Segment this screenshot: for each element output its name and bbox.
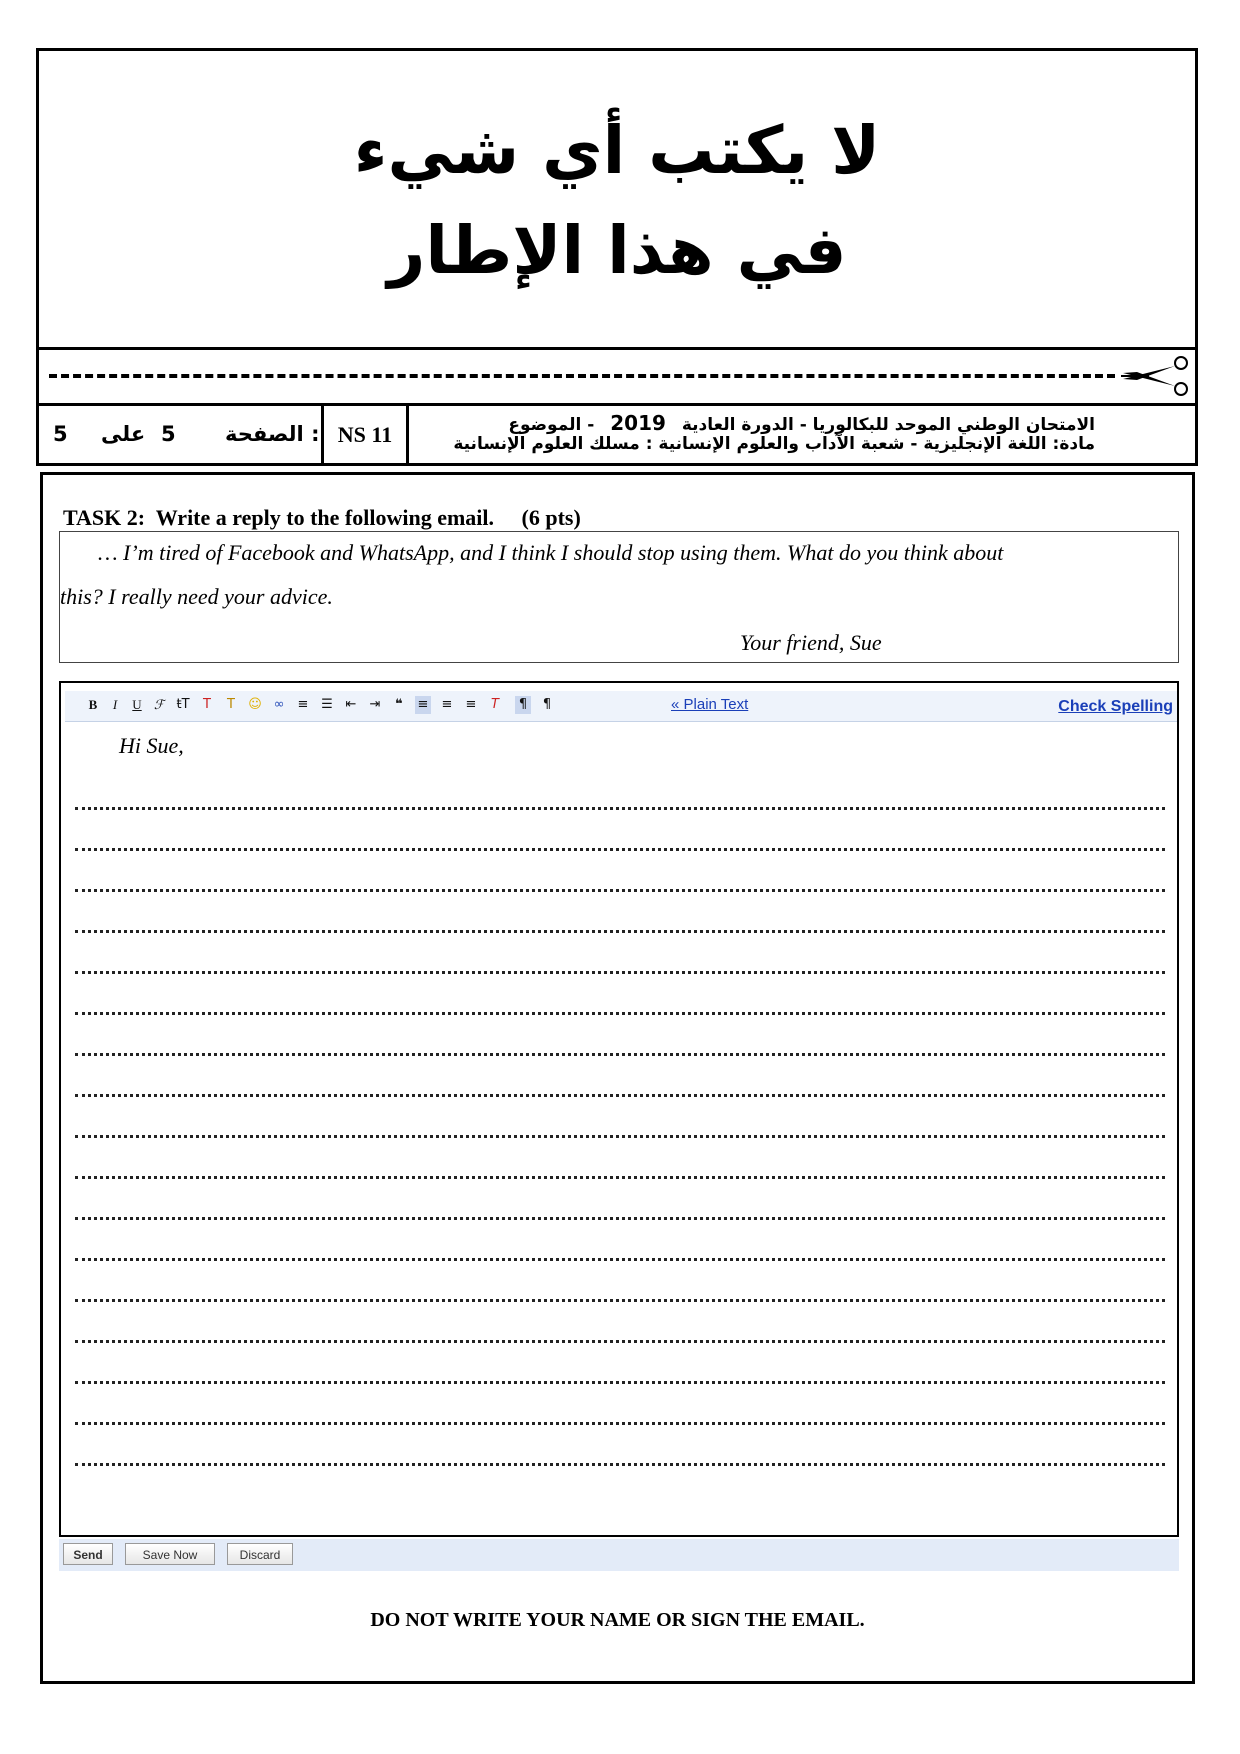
page-label: الصفحة : [225, 422, 320, 446]
align-right-icon[interactable]: ≡ [465, 697, 477, 712]
task-heading: TASK 2: Write a reply to the following email. (6 pts) [63, 505, 581, 530]
writing-line[interactable] [75, 1097, 1165, 1138]
do-not-write-line1: لا يكتب أي شيء [353, 112, 881, 189]
writing-line[interactable] [75, 933, 1165, 974]
align-center-icon[interactable]: ≡ [441, 697, 453, 712]
bold-icon[interactable]: B [88, 697, 98, 712]
writing-line[interactable] [75, 851, 1165, 892]
underline-icon[interactable]: U [132, 697, 142, 712]
prompt-line-1: … I’m tired of Facebook and WhatsApp, and I think I should stop using them. What do you think about [98, 540, 1004, 565]
cut-line-band [36, 350, 1198, 406]
do-not-write-frame [36, 48, 1198, 350]
writing-line[interactable] [75, 974, 1165, 1015]
exam-header-strip [36, 406, 1198, 466]
exam-info-line1 [409, 411, 1095, 435]
writing-line[interactable] [75, 1015, 1165, 1056]
writing-line[interactable] [75, 1179, 1165, 1220]
writing-line[interactable] [75, 1384, 1165, 1425]
exam-year: 2019 [610, 411, 666, 435]
plain-text-link[interactable]: « Plain Text [671, 696, 749, 713]
font-icon[interactable]: ℱ [153, 697, 165, 712]
writing-line[interactable] [75, 1220, 1165, 1261]
writing-line[interactable] [75, 1425, 1165, 1466]
highlight-icon[interactable]: T [227, 697, 235, 712]
prompt-line-2: this? I really need your advice. [60, 584, 333, 609]
bulleted-list-icon[interactable]: ☰ [321, 697, 333, 712]
prompt-signature: Your friend, Sue [740, 630, 882, 655]
greeting-text: Hi Sue, [119, 733, 184, 758]
writing-line[interactable] [75, 769, 1165, 810]
of-label: على [101, 422, 146, 446]
send-button[interactable]: Send [63, 1543, 113, 1565]
writing-line[interactable] [75, 892, 1165, 933]
italic-icon[interactable]: I [112, 697, 118, 712]
rtl-icon[interactable]: ¶ [542, 697, 552, 712]
exam-code-cell [324, 406, 409, 463]
formatting-toolbar [65, 691, 1177, 722]
exam-session: الامتحان الوطني الموحد للبكالوريا - الدورة العادية [681, 415, 1095, 435]
page-number: 5 [161, 422, 176, 446]
save-now-button[interactable]: Save Now [125, 1543, 215, 1565]
quote-icon[interactable]: ❝ [395, 697, 403, 712]
remove-formatting-icon[interactable]: T [491, 697, 499, 712]
scissors-icon [1117, 354, 1191, 398]
ltr-icon[interactable]: ¶ [515, 696, 531, 714]
writing-line[interactable] [75, 1343, 1165, 1384]
writing-line[interactable] [75, 1261, 1165, 1302]
check-spelling-link[interactable]: Check Spelling [1058, 698, 1173, 715]
total-pages: 5 [53, 422, 68, 446]
numbered-list-icon[interactable]: ≡ [297, 697, 309, 712]
exam-code: NS 11 [337, 421, 393, 447]
exam-info-cell [409, 406, 1195, 463]
page-info-cell [39, 406, 324, 463]
footer-instruction: DO NOT WRITE YOUR NAME OR SIGN THE EMAIL. [370, 1609, 865, 1631]
align-left-icon[interactable]: ≡ [415, 696, 431, 714]
writing-line[interactable] [75, 1056, 1165, 1097]
do-not-write-line2: في هذا الإطار [387, 212, 847, 289]
text-color-icon[interactable]: T [203, 697, 211, 712]
email-editor [59, 681, 1179, 1537]
email-action-bar [59, 1539, 1179, 1571]
exam-topic: - الموضوع [508, 415, 595, 435]
writing-line[interactable] [75, 810, 1165, 851]
outdent-icon[interactable]: ⇤ [345, 697, 357, 712]
writing-line[interactable] [75, 1138, 1165, 1179]
email-prompt-box [59, 531, 1179, 663]
font-size-icon[interactable]: ŧT [176, 697, 190, 712]
task-frame [40, 472, 1195, 1684]
writing-line[interactable] [75, 1302, 1165, 1343]
emoticon-icon[interactable]: ☺ [248, 697, 262, 712]
exam-info-line2: مادة: اللغة الإنجليزية - شعبة الآداب والعلوم الإنسانية : مسلك العلوم الإنسانية [453, 434, 1095, 454]
indent-icon[interactable]: ⇥ [369, 697, 381, 712]
discard-button[interactable]: Discard [227, 1543, 293, 1565]
cut-dashed-line [49, 374, 1115, 378]
writing-lines[interactable] [75, 769, 1165, 1466]
link-icon[interactable]: ∞ [273, 697, 285, 712]
do-not-write-title [39, 101, 1195, 301]
